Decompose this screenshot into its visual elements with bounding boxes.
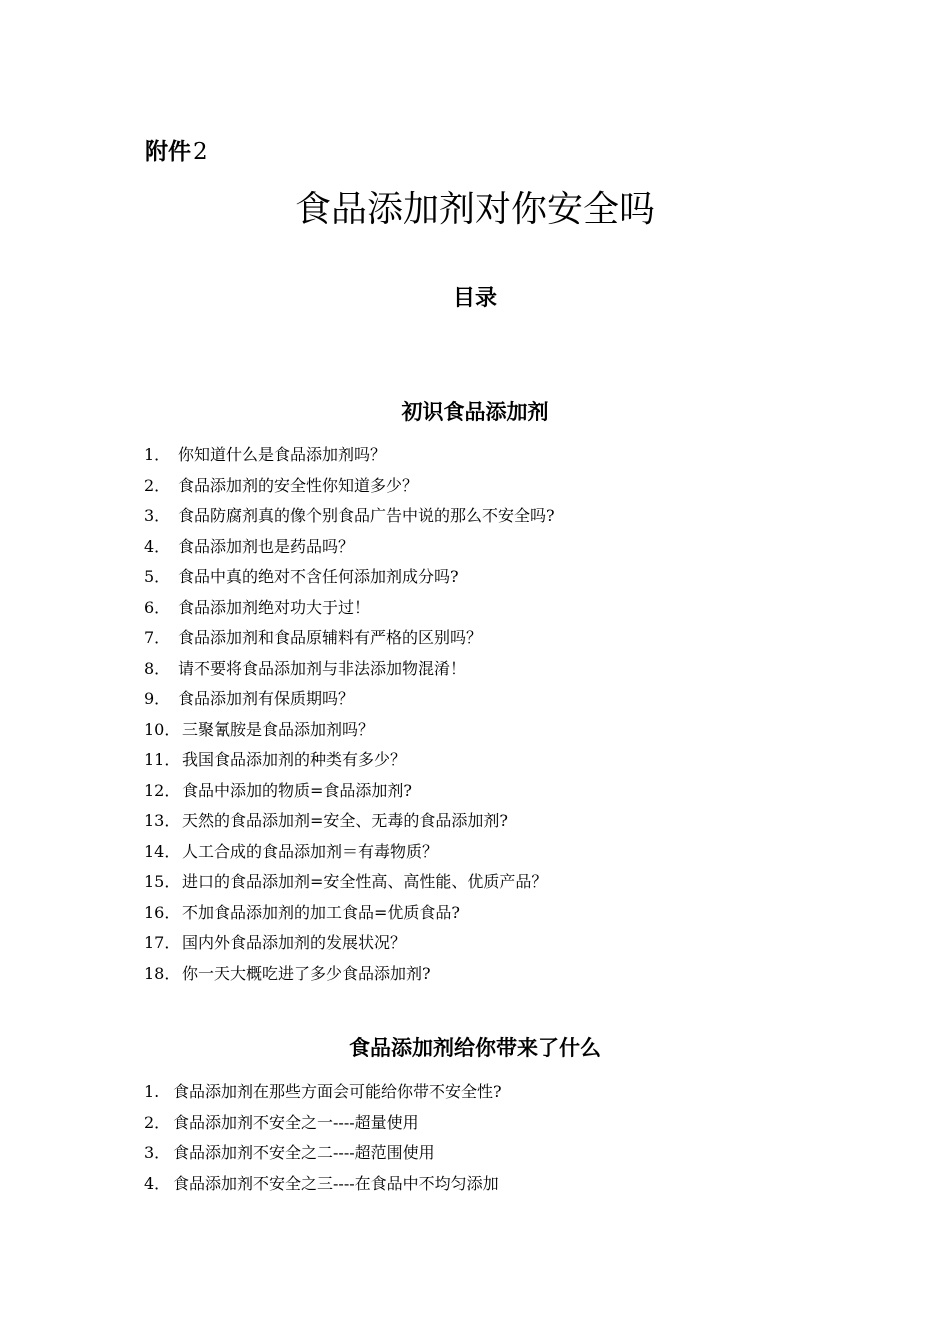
toc-item[interactable] (144, 1077, 502, 1108)
toc-item-number: 12． (144, 780, 181, 800)
toc-item[interactable] (144, 1108, 502, 1139)
toc-item-text: 食品添加剂不安全之二----超范围使用 (173, 1143, 435, 1162)
toc-item-text: 食品中真的绝对不含任何添加剂成分吗? (178, 567, 459, 586)
toc-item-text: 食品添加剂有保质期吗？ (178, 689, 355, 708)
toc-item[interactable] (144, 837, 555, 868)
attachment-number: 2 (193, 139, 208, 165)
toc-item-text: 不加食品添加剂的加工食品=优质食品? (182, 902, 460, 922)
toc-item-number: 4． (144, 536, 171, 556)
toc-item-number: 10． (144, 719, 181, 739)
toc-item-number: 13． (144, 811, 181, 830)
toc-item[interactable] (144, 806, 555, 837)
toc-item-number: 3． (144, 506, 171, 525)
toc-item-number: 11． (144, 750, 181, 769)
toc-item[interactable] (144, 898, 555, 929)
toc-item[interactable] (144, 1169, 502, 1200)
toc-item[interactable] (144, 501, 555, 532)
toc-item[interactable] (144, 959, 555, 990)
section-title-2: 食品添加剂给你带来了什么 (349, 1036, 601, 1060)
section-title-1: 初识食品添加剂 (401, 400, 549, 424)
attachment-label-text: 附件 (145, 139, 191, 165)
toc-item[interactable] (144, 928, 555, 959)
toc-item[interactable] (144, 562, 555, 593)
toc-item[interactable] (144, 1138, 502, 1169)
toc-item-number: 2． (144, 1112, 171, 1132)
toc-item-text: 人工合成的食品添加剂＝有毒物质？ (182, 841, 439, 861)
toc-item-number: 9． (144, 689, 171, 708)
toc-item-text: 你知道什么是食品添加剂吗？ (178, 445, 387, 464)
toc-item[interactable] (144, 745, 555, 776)
toc-item-text: 三聚氰胺是食品添加剂吗？ (182, 719, 375, 739)
toc-title: 目录 (452, 286, 497, 311)
section-2-list (144, 1077, 502, 1199)
toc-item-text: 我国食品添加剂的种类有多少？ (182, 750, 407, 769)
toc-item-number: 18． (144, 963, 181, 983)
toc-item-number: 14． (144, 841, 181, 861)
toc-item[interactable] (144, 654, 555, 685)
toc-item-number: 2． (144, 475, 171, 495)
toc-item-number: 6． (144, 597, 171, 617)
toc-item-number: 8． (144, 658, 171, 678)
toc-item[interactable] (144, 440, 555, 471)
toc-item[interactable] (144, 715, 555, 746)
toc-item-text: 食品添加剂在那些方面会可能给你带不安全性? (173, 1082, 502, 1101)
toc-item-text: 食品添加剂也是药品吗？ (178, 536, 355, 556)
toc-item[interactable] (144, 776, 555, 807)
document-title: 食品添加剂对你安全吗 (294, 189, 655, 230)
toc-item-text: 食品添加剂和食品原辅料有严格的区别吗？ (178, 628, 483, 647)
toc-item-text: 食品添加剂不安全之一----超量使用 (173, 1112, 419, 1132)
toc-item-number: 7． (144, 628, 171, 647)
toc-item[interactable] (144, 593, 555, 624)
toc-item-number: 5． (144, 567, 171, 586)
toc-item[interactable] (144, 532, 555, 563)
toc-item-text: 食品添加剂的安全性你知道多少？ (178, 475, 419, 495)
toc-item-text: 天然的食品添加剂=安全、无毒的食品添加剂? (182, 811, 508, 830)
toc-item-number: 15． (144, 872, 181, 891)
toc-item[interactable] (144, 623, 555, 654)
attachment-label (145, 136, 208, 168)
toc-item-text: 食品防腐剂真的像个别食品广告中说的那么不安全吗? (178, 506, 555, 525)
toc-item-number: 1． (144, 445, 171, 464)
toc-item[interactable] (144, 684, 555, 715)
toc-item[interactable] (144, 867, 555, 898)
toc-item-number: 17． (144, 933, 181, 952)
toc-item-text: 进口的食品添加剂=安全性高、高性能、优质产品？ (182, 872, 548, 891)
toc-item-text: 国内外食品添加剂的发展状况？ (182, 933, 407, 952)
toc-item[interactable] (144, 471, 555, 502)
toc-item-number: 16． (144, 902, 181, 922)
toc-item-text: 请不要将食品添加剂与非法添加物混淆！ (178, 658, 467, 678)
section-1-list (144, 440, 555, 989)
toc-item-text: 你一天大概吃进了多少食品添加剂? (182, 963, 431, 983)
toc-item-number: 3． (144, 1143, 171, 1162)
toc-item-text: 食品中添加的物质=食品添加剂? (182, 780, 412, 800)
toc-item-text: 食品添加剂绝对功大于过！ (178, 597, 371, 617)
toc-item-text: 食品添加剂不安全之三----在食品中不均匀添加 (173, 1173, 499, 1193)
toc-item-number: 4． (144, 1173, 171, 1193)
toc-item-number: 1. (144, 1082, 160, 1101)
